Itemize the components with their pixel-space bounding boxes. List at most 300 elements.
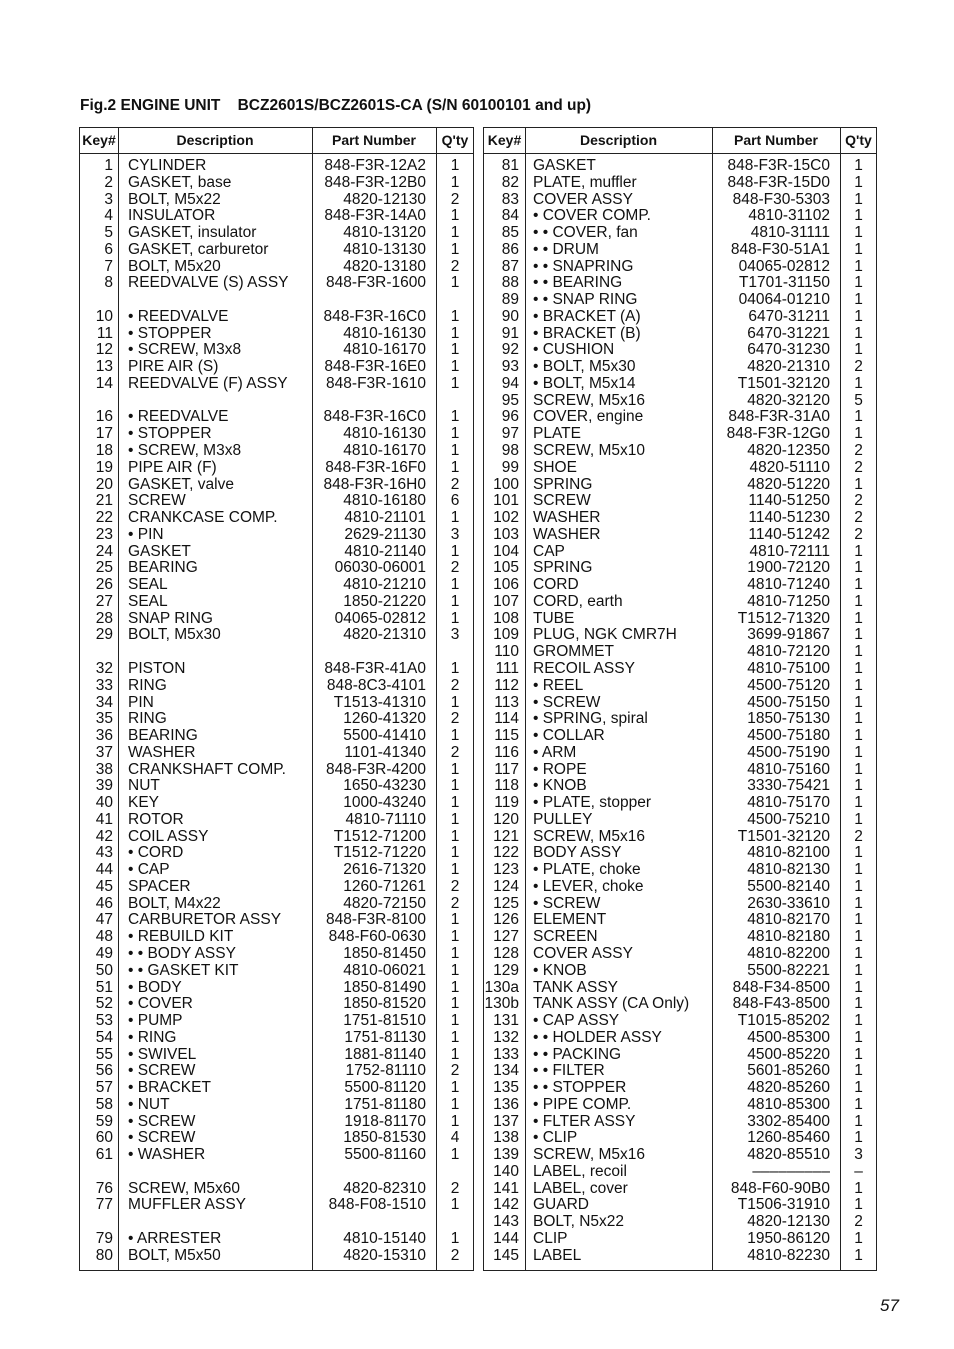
part-key: 24 [95, 542, 113, 560]
part-key: 130b [484, 995, 519, 1013]
part-key: 119 [494, 794, 519, 812]
part-description: PLUG, NGK CMR7H [533, 626, 677, 644]
part-description: INSULATOR [128, 207, 216, 225]
part-key: 110 [494, 643, 519, 661]
part-qty: 1 [854, 727, 863, 745]
part-key: 120 [493, 810, 519, 828]
table-row [484, 627, 876, 644]
part-number: 1850-81450 [343, 944, 426, 962]
part-qty: 1 [854, 1246, 863, 1264]
part-number: 4820-21310 [343, 626, 426, 644]
part-number: 2629-21130 [344, 525, 426, 543]
part-key: 38 [95, 760, 113, 778]
part-description: • • COVER, fan [533, 224, 638, 242]
part-description: • • DRUM [533, 240, 599, 258]
table-row [484, 393, 876, 410]
table-row [80, 192, 473, 209]
table-row [80, 1013, 473, 1030]
part-number: 5500-81160 [344, 1146, 426, 1164]
part-number: 4810-13120 [343, 224, 426, 242]
part-qty: 1 [450, 442, 460, 460]
figure-title: Fig.2 ENGINE UNIT BCZ2601S/BCZ2601S-CA (S/N 60100101 and up) [80, 97, 592, 114]
part-qty: 1 [450, 324, 460, 342]
part-description: MUFFLER ASSY [128, 1196, 246, 1214]
table-row [484, 812, 876, 829]
part-number: 4810-75170 [747, 794, 830, 812]
part-key: 90 [501, 307, 519, 325]
part-description: CLIP [533, 1230, 568, 1247]
part-number: 848-F3R-16F0 [325, 458, 426, 476]
part-number: 1881-81140 [344, 1045, 426, 1063]
part-qty: 2 [450, 559, 460, 577]
part-number: 04065-02812 [334, 609, 426, 627]
part-number: 848-F3R-12B0 [324, 173, 426, 191]
table-row [80, 158, 473, 175]
table-row [484, 175, 876, 192]
part-key: 136 [493, 1095, 519, 1113]
header-part-number: Part Number [733, 132, 819, 148]
part-key: 102 [493, 509, 519, 527]
part-number: 848-F3R-15C0 [727, 157, 830, 174]
part-number: 848-F3R-8100 [326, 911, 426, 929]
part-number: T1513-41310 [333, 693, 426, 711]
part-qty: 1 [854, 1095, 863, 1113]
part-key: 34 [95, 693, 113, 711]
part-description: SCREW [533, 492, 591, 510]
part-number: 4810-16170 [343, 442, 426, 460]
table-row [484, 208, 876, 225]
part-description: • SCREW [533, 894, 601, 912]
table-row [80, 1130, 473, 1147]
part-description: SEAL [128, 592, 168, 610]
part-number: T1701-31150 [738, 274, 830, 292]
part-qty: 1 [450, 173, 460, 191]
part-number: 1850-81530 [343, 1129, 426, 1147]
part-number: 4810-75160 [747, 760, 830, 778]
part-key: 18 [95, 442, 113, 460]
part-key: 77 [95, 1196, 113, 1214]
table-row [80, 1164, 473, 1181]
part-key: 129 [493, 961, 519, 979]
part-qty: 1 [854, 173, 863, 191]
part-qty: 1 [854, 1045, 863, 1063]
part-number: 848-F3R-15D0 [727, 173, 830, 191]
part-key: 76 [95, 1179, 113, 1197]
table-row [80, 829, 473, 846]
part-description: • • BEARING [533, 274, 623, 292]
part-number: 1751-81180 [344, 1095, 426, 1113]
part-key: 23 [95, 525, 113, 543]
part-qty: 1 [854, 1079, 863, 1097]
part-description: BEARING [128, 727, 198, 745]
table-row [80, 1214, 473, 1231]
part-description: GASKET [128, 542, 191, 560]
part-number: 4820-32120 [747, 391, 830, 409]
part-description: REEDVALVE (F) ASSY [128, 374, 288, 392]
part-number: 4500-85220 [747, 1045, 830, 1063]
part-qty: 1 [450, 207, 460, 225]
part-qty: 1 [450, 408, 460, 426]
part-key: 86 [501, 240, 519, 258]
part-key: 103 [493, 525, 519, 543]
table-row [484, 946, 876, 963]
part-description: CORD, earth [533, 592, 623, 610]
table-row [484, 678, 876, 695]
part-key: 85 [501, 224, 519, 242]
part-number: ––––––––– [752, 1162, 830, 1180]
part-qty: 3 [450, 626, 460, 644]
part-description: • ARM [533, 743, 577, 761]
table-row [80, 510, 473, 527]
part-key: 96 [501, 408, 519, 426]
part-number: T1015-85202 [737, 1012, 830, 1030]
part-description: SCREW, M5x16 [533, 1146, 645, 1164]
part-number: 1140-51230 [748, 509, 830, 527]
part-qty: 1 [854, 559, 863, 577]
part-key: 13 [95, 358, 113, 376]
table-row [484, 426, 876, 443]
header-description: Description [579, 132, 657, 148]
part-qty: 2 [854, 827, 863, 845]
table-row [80, 896, 473, 913]
part-qty: 1 [450, 274, 460, 292]
part-qty: 2 [854, 509, 863, 527]
part-description: SNAP RING [128, 609, 213, 627]
part-number: 4810-31111 [750, 224, 830, 242]
table-row [484, 376, 876, 393]
part-qty: 1 [854, 626, 863, 644]
table-row [80, 996, 473, 1013]
part-qty: 1 [854, 341, 863, 359]
part-description: BOLT, M5x20 [128, 257, 221, 275]
part-description: • CLIP [533, 1129, 578, 1147]
table-row [484, 460, 876, 477]
part-key: 134 [493, 1062, 519, 1080]
table-row [484, 896, 876, 913]
part-description: • KNOB [533, 961, 587, 979]
part-qty: 1 [450, 911, 460, 929]
part-key: 12 [95, 341, 113, 359]
part-qty: 2 [450, 257, 460, 275]
part-description: GASKET [533, 157, 596, 174]
part-description: • CORD [128, 844, 184, 862]
part-description: • ARRESTER [128, 1230, 222, 1247]
parts-table-right [483, 127, 877, 1271]
part-description: GASKET, insulator [128, 224, 257, 242]
part-description: • BRACKET (A) [533, 307, 641, 325]
table-row [80, 1063, 473, 1080]
table-row [484, 728, 876, 745]
part-key: 81 [501, 157, 519, 174]
part-qty: 1 [450, 1146, 460, 1164]
part-qty: 1 [450, 928, 460, 946]
part-qty: 1 [450, 576, 460, 594]
table-row [484, 275, 876, 292]
table-row [80, 879, 473, 896]
part-key: 109 [493, 626, 519, 644]
part-number: 6470-31211 [748, 307, 830, 325]
part-qty: 5 [854, 391, 863, 409]
part-description: • • SNAP RING [533, 291, 638, 309]
part-qty: 2 [450, 877, 460, 895]
part-key: 60 [95, 1129, 113, 1147]
part-number: 4810-06021 [343, 961, 426, 979]
part-qty: 1 [450, 1095, 460, 1113]
part-number: 04064-01210 [738, 291, 830, 309]
part-description: • BRACKET (B) [533, 324, 641, 342]
part-description: • BRACKET [128, 1079, 211, 1097]
part-description: BOLT, M5x22 [128, 190, 221, 208]
part-qty: 1 [854, 576, 863, 594]
part-number: 1140-51250 [748, 492, 830, 510]
part-description: CRANKSHAFT COMP. [128, 760, 286, 778]
part-number: T1501-32120 [737, 374, 830, 392]
part-description: WASHER [128, 743, 196, 761]
table-row [484, 1114, 876, 1131]
table-row [484, 225, 876, 242]
part-qty: 1 [450, 341, 460, 359]
table-row [80, 359, 473, 376]
part-number: 4810-82130 [747, 861, 830, 879]
part-qty: 1 [450, 693, 460, 711]
part-description: RECOIL ASSY [533, 659, 635, 677]
part-number: 848-F3R-16E0 [324, 358, 426, 376]
part-qty: 2 [854, 442, 863, 460]
part-number: 5500-41410 [343, 727, 426, 745]
table-row [484, 644, 876, 661]
part-qty: 1 [854, 257, 863, 275]
part-qty: 1 [854, 961, 863, 979]
part-qty: 1 [450, 844, 460, 862]
table-row [484, 1248, 876, 1265]
header-qty: Q'ty [845, 132, 872, 148]
part-key: 143 [493, 1213, 519, 1231]
part-key: 49 [95, 944, 113, 962]
part-number: 848-8C3-4101 [326, 676, 426, 694]
part-qty: 2 [854, 458, 863, 476]
table-row [484, 711, 876, 728]
part-qty: 1 [450, 727, 460, 745]
part-number: 4810-71250 [747, 592, 830, 610]
part-qty: 1 [450, 760, 460, 778]
table-row [484, 409, 876, 426]
table-row [484, 342, 876, 359]
part-description: • REBUILD KIT [128, 928, 234, 946]
part-number: 3330-75421 [747, 777, 830, 795]
table-header [80, 128, 473, 154]
part-description: PIN [128, 693, 154, 711]
part-description: SCREW, M5x16 [533, 391, 645, 409]
part-description: • • STOPPER [533, 1079, 627, 1097]
part-number: 6470-31221 [747, 324, 830, 342]
table-row [484, 309, 876, 326]
table-row [484, 829, 876, 846]
part-description: PIRE AIR (S) [128, 358, 219, 376]
part-key: 14 [95, 374, 113, 392]
table-row [80, 678, 473, 695]
table-row [80, 225, 473, 242]
header-part-number: Part Number [331, 132, 417, 148]
part-key: 82 [501, 173, 519, 191]
part-key: 122 [493, 844, 519, 862]
table-row [80, 1097, 473, 1114]
part-qty: 1 [450, 810, 460, 828]
part-qty: 1 [450, 374, 460, 392]
part-description: PULLEY [533, 810, 593, 828]
part-qty: 1 [854, 224, 863, 242]
table-row [484, 1097, 876, 1114]
table-row [484, 477, 876, 494]
part-description: LABEL [533, 1246, 582, 1264]
part-qty: 1 [854, 324, 863, 342]
table-row [80, 946, 473, 963]
part-description: LABEL, recoil [533, 1162, 627, 1180]
part-qty: 3 [450, 525, 460, 543]
part-description: SCREW [128, 492, 186, 510]
part-description: COIL ASSY [128, 827, 209, 845]
part-number: 4500-75180 [747, 727, 830, 745]
part-qty: 1 [854, 710, 863, 728]
part-key: 83 [501, 190, 519, 208]
part-description: • PLATE, choke [533, 861, 641, 879]
part-description: • COVER [128, 995, 193, 1013]
part-qty: 1 [854, 777, 863, 795]
part-key: 97 [501, 425, 519, 443]
part-number: 4810-72111 [749, 542, 830, 560]
table-row [484, 963, 876, 980]
part-key: 84 [501, 207, 519, 225]
table-row [484, 661, 876, 678]
part-number: 848-F3R-16C0 [323, 408, 426, 426]
part-number: 4810-82200 [747, 944, 830, 962]
part-qty: 1 [450, 794, 460, 812]
part-key: 2 [104, 173, 113, 191]
part-number: 4810-75100 [747, 659, 830, 677]
part-qty: 1 [854, 978, 863, 996]
part-qty: 1 [854, 240, 863, 258]
table-row [484, 1231, 876, 1248]
part-description: RING [128, 676, 167, 694]
part-key: 112 [494, 676, 519, 694]
part-number: 4810-16170 [343, 341, 426, 359]
part-qty: 1 [854, 542, 863, 560]
part-description: RING [128, 710, 167, 728]
part-qty: 1 [854, 1129, 863, 1147]
part-description: CYLINDER [128, 157, 207, 174]
part-key: 79 [95, 1230, 113, 1247]
part-qty: 1 [450, 1196, 460, 1214]
part-key: 20 [95, 475, 113, 493]
part-number: 4810-21140 [344, 542, 426, 560]
part-description: PLATE [533, 425, 581, 443]
part-qty: 2 [450, 475, 460, 493]
part-qty: 1 [854, 743, 863, 761]
part-key: 92 [501, 341, 519, 359]
part-description: • SCREW, M3x8 [128, 341, 242, 359]
part-number: 1918-81170 [344, 1112, 426, 1130]
part-qty: 1 [450, 157, 460, 174]
part-description: • SCREW [128, 1129, 196, 1147]
part-description: • • SNAPRING [533, 257, 634, 275]
part-description: • PIN [128, 525, 164, 543]
part-qty: 1 [450, 425, 460, 443]
table-row [80, 275, 473, 292]
table-row [80, 460, 473, 477]
part-key: 128 [493, 944, 519, 962]
table-row [80, 611, 473, 628]
table-row [484, 510, 876, 527]
part-description: • • GASKET KIT [128, 961, 239, 979]
table-row [80, 426, 473, 443]
part-qty: 1 [854, 995, 863, 1013]
part-key: 115 [494, 727, 519, 745]
table-row [484, 1130, 876, 1147]
table-row [80, 309, 473, 326]
part-description: SPRING [533, 559, 593, 577]
table-row [484, 594, 876, 611]
part-description: REEDVALVE (S) ASSY [128, 274, 289, 292]
table-row [484, 1013, 876, 1030]
part-key: 80 [95, 1246, 113, 1264]
part-description: COVER ASSY [533, 190, 633, 208]
table-row [80, 745, 473, 762]
table-row [484, 1214, 876, 1231]
part-number: 848-F3R-1610 [326, 374, 426, 392]
part-key: 36 [95, 727, 113, 745]
part-number: 1850-81520 [343, 995, 426, 1013]
part-key: 101 [493, 492, 519, 510]
part-key: 117 [494, 760, 519, 778]
table-row [484, 912, 876, 929]
part-key: 107 [493, 592, 519, 610]
part-description: GASKET, valve [128, 475, 234, 493]
part-description: • ROPE [533, 760, 587, 778]
part-key: 40 [95, 794, 113, 812]
part-key: 11 [96, 324, 113, 342]
table-row [484, 493, 876, 510]
part-description: • FLTER ASSY [533, 1112, 636, 1130]
part-description: BEARING [128, 559, 198, 577]
table-row [80, 393, 473, 410]
table-row [80, 1248, 473, 1265]
table-row [80, 644, 473, 661]
part-key: 29 [95, 626, 113, 644]
part-qty: 1 [450, 358, 460, 376]
part-number: 1140-51242 [748, 525, 830, 543]
part-qty: 1 [854, 1062, 863, 1080]
part-number: 4810-82230 [747, 1246, 830, 1264]
table-row [80, 695, 473, 712]
table-row [484, 158, 876, 175]
table-row [80, 1147, 473, 1164]
part-number: 848-F3R-4200 [326, 760, 426, 778]
part-qty: 2 [854, 525, 863, 543]
part-number: T1506-31910 [737, 1196, 830, 1214]
table-row [80, 242, 473, 259]
part-key: 50 [95, 961, 113, 979]
part-description: • SCREW [128, 1112, 196, 1130]
part-number: 4500-75150 [747, 693, 830, 711]
part-qty: 6 [450, 492, 460, 510]
part-qty: 1 [450, 995, 460, 1013]
part-qty: 2 [450, 710, 460, 728]
part-key: 8 [104, 274, 113, 292]
part-qty: – [854, 1162, 863, 1180]
part-description: SHOE [533, 458, 577, 476]
part-number: 4810-31102 [748, 207, 830, 225]
part-description: SCREW, M5x60 [128, 1179, 240, 1197]
part-description: SCREW, M5x10 [533, 442, 645, 460]
